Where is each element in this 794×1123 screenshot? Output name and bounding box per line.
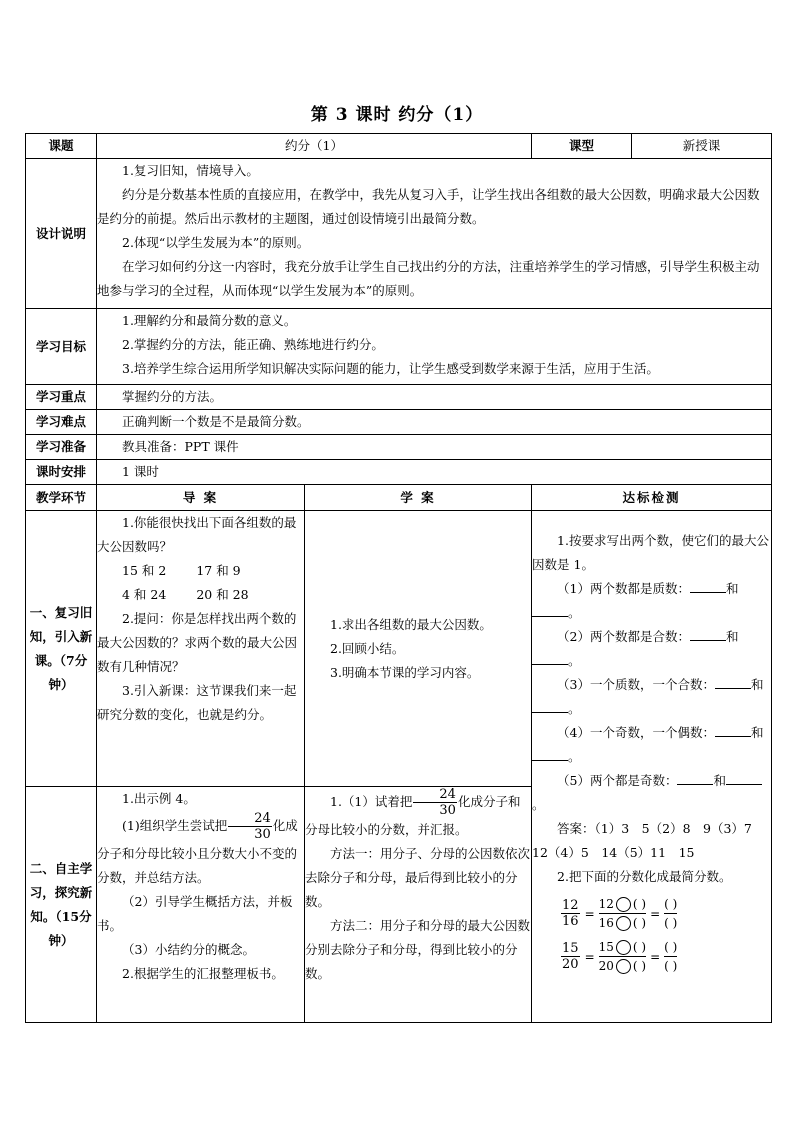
design-line: 在学习如何约分这一内容时，我充分放手让学生自己找出约分的方法，注重培养学生的学习情感，引导学生积极主动地参与学习的全过程，从而体现“以学生发展为本”的原则。: [97, 259, 760, 298]
paren-blank[interactable]: ( ): [664, 940, 678, 954]
difficulty-content: [97, 410, 772, 435]
study-line: 3.明确本节课的学习内容。: [330, 664, 480, 680]
denominator: 30: [254, 827, 271, 842]
numerator: 12: [562, 898, 579, 913]
topic-label: 课题: [26, 134, 97, 159]
design-content: [97, 159, 772, 309]
fraction-24-30: [228, 811, 272, 842]
denominator: 20: [562, 957, 579, 972]
study-line: 1.求出各组数的最大公因数。: [330, 616, 492, 632]
fraction: [561, 898, 580, 929]
paren-blank[interactable]: ( ): [664, 959, 678, 973]
denominator: 30: [439, 803, 456, 818]
check-item-text: （3）一个质数，一个合数：: [557, 677, 715, 692]
design-line: 2.体现“以学生发展为本”的原则。: [122, 235, 310, 250]
study-line: 2.回顾小结。: [330, 640, 405, 656]
columns-header-row: [26, 485, 772, 511]
study-text: 化成分子和分母比较小的分数，并汇报。: [305, 794, 521, 837]
equals-sign: =: [584, 906, 595, 921]
answer-blank[interactable]: [532, 748, 568, 761]
fraction: [561, 941, 580, 972]
goals-row: [26, 309, 772, 385]
answer-blank[interactable]: [690, 580, 726, 593]
and-text: 和: [750, 677, 764, 692]
operator-circle[interactable]: [616, 940, 631, 955]
numerator: 12: [598, 897, 614, 911]
stage1-label: 一、复习旧知，引入新课。（7分钟）: [26, 511, 97, 787]
paren-blank[interactable]: ( ): [664, 897, 678, 911]
guide-text: 化成分子和分母比较小且分数大小不变的分数，并总结方法。: [97, 818, 298, 885]
difficulty-text: 正确判断一个数是不是最简分数。: [122, 414, 310, 429]
answer-blank[interactable]: [690, 628, 726, 641]
paren-blank[interactable]: ( ): [632, 959, 647, 973]
check-item-text: （5）两个都是奇数：: [557, 773, 678, 788]
numerator: 24: [228, 811, 272, 827]
answer-blank[interactable]: [715, 724, 751, 737]
guide-line: 2.根据学生的汇报整理板书。: [122, 966, 284, 981]
numerator: 24: [413, 787, 457, 803]
goal-line: 2.掌握约分的方法，能正确、熟练地进行约分。: [122, 337, 384, 352]
equals-sign: =: [584, 949, 595, 964]
paren-blank[interactable]: ( ): [632, 897, 647, 911]
check-item-text: （4）一个奇数，一个偶数：: [557, 725, 715, 740]
prep-row: [26, 435, 772, 460]
schedule-label: 课时安排: [26, 460, 97, 485]
prep-label: 学习准备: [26, 435, 97, 460]
column-guide: 导 案: [97, 485, 305, 511]
schedule-row: [26, 460, 772, 485]
answer-blank[interactable]: [532, 652, 568, 665]
paren-blank[interactable]: ( ): [632, 916, 647, 930]
column-check: 达标检测: [532, 485, 772, 511]
guide-line-example: [97, 811, 304, 890]
answer-blank[interactable]: [677, 772, 713, 785]
stage1-guide: [97, 511, 305, 787]
paren-blank[interactable]: ( ): [632, 940, 647, 954]
denominator: 16: [598, 916, 614, 930]
answer-blank[interactable]: [715, 676, 751, 689]
prep-content: [97, 435, 772, 460]
guide-pairs-1: [97, 559, 304, 583]
schedule-content: [97, 460, 772, 485]
equals-sign: =: [650, 906, 661, 921]
header-row: [26, 134, 772, 159]
guide-q3: 3.引入新课：这节课我们来一起研究分数的变化，也就是约分。: [97, 683, 297, 722]
topic-value: 约分（1）: [97, 134, 532, 159]
design-line: 约分是分数基本性质的直接应用，在教学中，我先从复习入手，让学生找出各组数的最大公因数，明确求最大公因数是约分的前提。然后出示教材的主题图，通过创设情境引出最简分数。: [97, 187, 760, 226]
denominator: 16: [562, 914, 579, 929]
fraction-24-30: [413, 787, 457, 818]
guide-q1: 1.你能很快找出下面各组数的最大公因数吗？: [97, 515, 297, 554]
check-item-1: （1）两个数都是质数： 和。: [532, 577, 771, 625]
numerator: 15: [598, 940, 614, 954]
equals-sign: =: [650, 949, 661, 964]
numerator: 15: [562, 941, 579, 956]
check-content: [532, 511, 772, 1023]
goal-line: 3.培养学生综合运用所学知识解决实际问题的能力，让学生感受到数学来源于生活，应用于生活。: [122, 361, 659, 376]
check-item-4: （4）一个奇数，一个偶数： 和。: [532, 721, 771, 769]
simplify-equation-2: [560, 938, 771, 975]
fraction-with-circles: [599, 938, 646, 975]
pair: 17 和 9: [196, 563, 241, 578]
study-line-example: [305, 787, 531, 842]
guide-text: (1)组织学生尝试把: [122, 818, 228, 833]
study-text: 1.（1）试着把: [330, 794, 413, 809]
focus-row: [26, 385, 772, 410]
goal-line: 1.理解约分和最简分数的意义。: [122, 313, 297, 328]
check-item-3: （3）一个质数，一个合数： 和。: [532, 673, 771, 721]
guide-q2: 2.提问：你是怎样找出两个数的最大公因数的？求两个数的最大公因数有几种情况？: [97, 611, 298, 674]
answer-blank[interactable]: [532, 604, 568, 617]
guide-pairs-2: [97, 583, 304, 607]
stage2-label: 二、自主学习，探究新知。（15分钟）: [26, 787, 97, 1023]
result-fraction: [664, 938, 677, 975]
answer-blank[interactable]: [726, 772, 762, 785]
check-intro: 1.按要求写出两个数，使它们的最大公因数是 1。: [532, 533, 769, 572]
check-item-2: （2）两个数都是合数： 和。: [532, 625, 771, 673]
operator-circle[interactable]: [616, 959, 631, 974]
simplify-equation-1: [560, 895, 771, 932]
page-title: 第 3 课时 约分（1）: [310, 105, 484, 125]
check-item-text: （1）两个数都是质数：: [557, 581, 690, 596]
stage2-study: [305, 787, 532, 1023]
result-fraction: [664, 895, 677, 932]
prep-text: 教具准备：PPT 课件: [122, 439, 239, 454]
denominator: 20: [598, 959, 614, 973]
design-label: 设计说明: [26, 159, 97, 309]
study-method-1: 方法一：用分子、分母的公因数依次去除分子和分母，最后得到比较小的分数。: [305, 846, 531, 909]
fraction-with-circles: [599, 895, 646, 932]
type-label: 课型: [532, 134, 632, 159]
and-text: 和: [750, 725, 764, 740]
column-stage: 教学环节: [26, 485, 97, 511]
type-value: 新授课: [632, 134, 772, 159]
difficulty-row: [26, 410, 772, 435]
schedule-text: 1 课时: [122, 464, 159, 479]
check-answer: 答案：（1）3 5（2）8 9（3）7 12（4）5 14（5）11 15: [532, 821, 765, 860]
difficulty-label: 学习难点: [26, 410, 97, 435]
operator-circle[interactable]: [616, 916, 631, 931]
pair: 4 和 24: [122, 587, 167, 602]
answer-blank[interactable]: [532, 700, 568, 713]
study-method-2: 方法二：用分子和分母的最大公因数分别去除分子和分母，得到比较小的分数。: [305, 918, 531, 981]
stage1-study: [305, 511, 532, 787]
focus-content: [97, 385, 772, 410]
column-study: 学 案: [305, 485, 532, 511]
lesson-plan-table: [25, 133, 772, 1023]
check-item-text: （2）两个数都是合数：: [557, 629, 690, 644]
paren-blank[interactable]: ( ): [664, 916, 678, 930]
guide-line: 1.出示例 4。: [122, 791, 196, 806]
stage2-guide: [97, 787, 305, 1023]
pair: 20 和 28: [196, 587, 249, 602]
stage1-row: [26, 511, 772, 787]
pair: 15 和 2: [122, 563, 167, 578]
focus-text: 掌握约分的方法。: [122, 389, 223, 404]
guide-line: （2）引导学生概括方法，并板书。: [97, 894, 293, 933]
guide-line: （3）小结约分的概念。: [122, 942, 255, 957]
goals-content: [97, 309, 772, 385]
check-item-5: （5）两个都是奇数： 和。: [532, 769, 771, 817]
design-line: 1.复习旧知，情境导入。: [122, 163, 259, 178]
check-q2: 2.把下面的分数化成最简分数。: [557, 869, 732, 884]
goals-label: 学习目标: [26, 309, 97, 385]
focus-label: 学习重点: [26, 385, 97, 410]
and-text: 和: [725, 581, 739, 596]
operator-circle[interactable]: [616, 897, 631, 912]
and-text: 和: [725, 629, 739, 644]
and-text: 和: [713, 773, 726, 788]
design-row: [26, 159, 772, 309]
